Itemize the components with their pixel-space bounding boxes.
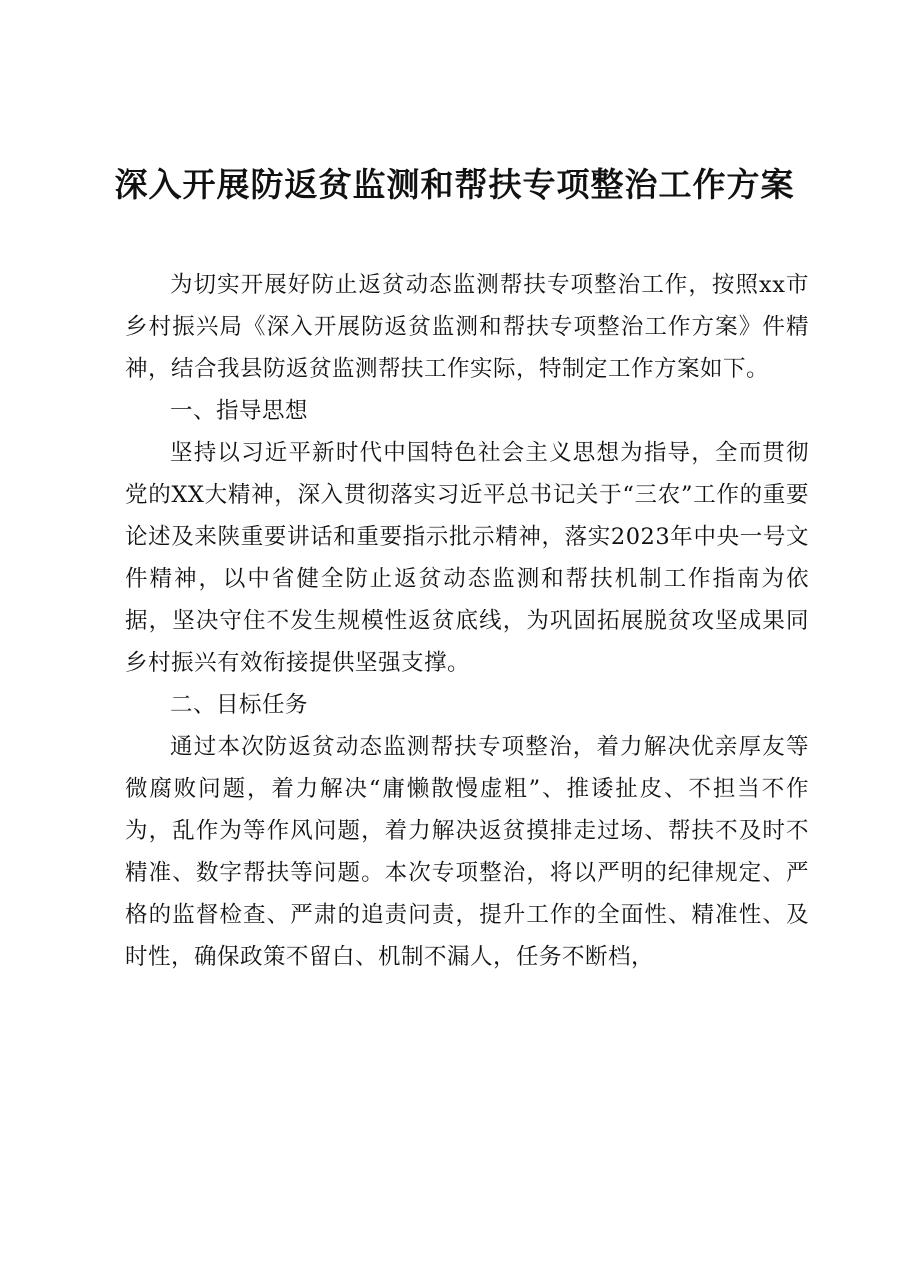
intro-paragraph: 为切实开展好防止返贫动态监测帮扶专项整治工作，按照xx市乡村振兴局《深入开展防返贫监测和帮扶专项整治工作方案》件精神，结合我县防返贫监测帮扶工作实际，特制定工作方案如下。 [125, 272, 809, 382]
section-heading-objectives: 二、目标任务 [170, 692, 309, 718]
document-body [125, 264, 809, 978]
objectives-paragraph: 通过本次防返贫动态监测帮扶专项整治，着力解决优亲厚友等微腐败问题，着力解决“庸懒散慢虚粗”、推诿扯皮、不担当不作为，乱作为等作风问题，着力解决返贫摸排走过场、帮扶不及时不精准、数字帮扶等问题。本次专项整治，将以严明的纪律规定、严格的监督检查、严肃的追责问责，提升工作的全面性、精准性、及时性，确保政策不留白、机制不漏人，任务不断档， [125, 734, 809, 970]
document-title: 深入开展防返贫监测和帮扶专项整治工作方案 [114, 165, 795, 204]
section-heading-guiding-ideology: 一、指导思想 [170, 398, 309, 424]
guiding-ideology-paragraph: 坚持以习近平新时代中国特色社会主义思想为指导，全而贯彻党的XX大精神，深入贯彻落实习近平总书记关于“三农”工作的重要论述及来陕重要讲话和重要指示批示精神，落实2023年中央一号文件精神，以中省健全防止返贫动态监测和帮扶机制工作指南为依据，坚决守住不发生规模性返贫底线，为巩固拓展脱贫攻坚成果同乡村振兴有效衔接提供坚强支撑。 [125, 440, 809, 676]
